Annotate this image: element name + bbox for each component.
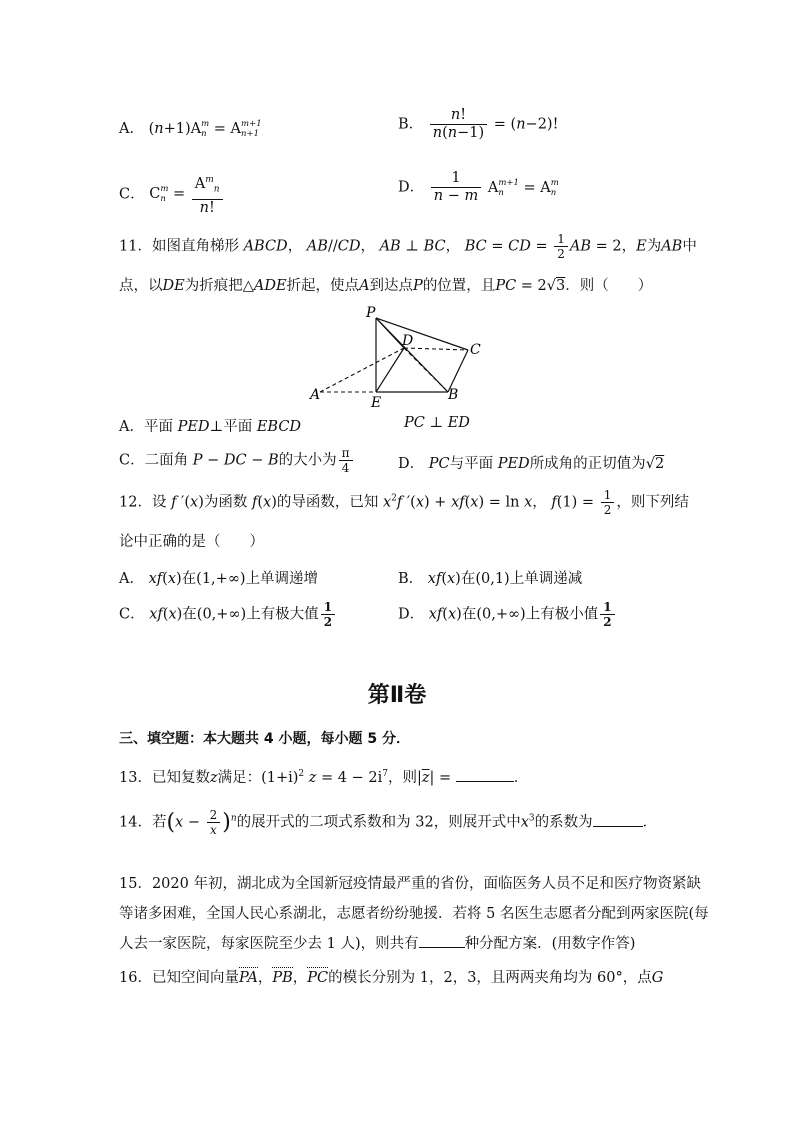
math-fraction: $\frac{n!}{n(n-1)}$ <box>430 107 487 142</box>
option-label: A． <box>119 419 144 435</box>
question-number: 13． <box>119 770 152 786</box>
label-b: B <box>448 387 459 403</box>
text: ， <box>292 970 308 986</box>
q12-option-d: D． xf(x)在(0,+∞)上有极小值 $\frac{1}{2}$ <box>398 600 617 629</box>
text: 满足： <box>217 770 262 786</box>
text: 的位置，且 <box>422 278 496 294</box>
math-fraction: $\frac{1}{2}$ <box>601 488 615 517</box>
text: 上有极大值 <box>246 606 319 623</box>
math-expr: C m n = <box>149 184 186 205</box>
option-label: C． <box>119 606 145 623</box>
edge-de <box>376 348 404 392</box>
edge-dc-dashed <box>404 348 468 350</box>
section-title: 三、填空题：本大题共 4 小题，每小题 5 分． <box>119 731 410 747</box>
q12-option-b: B． xf(x)在(0,1)上单调递减 <box>398 571 583 587</box>
answer-blank[interactable] <box>419 935 465 948</box>
q11-option-b <box>404 415 470 431</box>
q10-option-a <box>119 117 262 139</box>
edge-db-dashed <box>404 348 448 392</box>
answer-blank[interactable] <box>593 814 643 827</box>
math-fraction: $\frac{A^m_n}{n!}$ <box>192 172 223 217</box>
math-expr: PC ⊥ ED <box>404 415 470 431</box>
math-fraction: $\frac{1}{2}$ <box>321 600 335 629</box>
text: 设 <box>151 494 167 511</box>
edge-ad-dashed <box>320 348 404 392</box>
text: 在 <box>182 606 197 623</box>
text: 到达点 <box>369 278 414 294</box>
q12-option-a: A． xf(x)在(1,+∞)上单调递增 <box>119 571 319 587</box>
text: 中 <box>682 238 697 255</box>
math-fraction: $\frac{1}{2}$ <box>554 232 568 261</box>
text: 上单调递减 <box>509 571 583 587</box>
q12-line2: 论中正确的是（ ） <box>119 534 264 550</box>
option-label: A． <box>119 571 144 587</box>
text: ⊥平面 <box>209 419 253 435</box>
math-fraction: $\frac{1}{2}$ <box>600 600 614 629</box>
label-a: A <box>310 387 321 403</box>
option-label: A． <box>119 121 144 137</box>
text: ， <box>287 238 303 255</box>
text: 的展开式的二项式系数和为 32，则展开式中 <box>236 814 521 831</box>
q11-line2: 点，以DE为折痕把△ADE折起，使点A到达点P的位置，且PC = 2√3．则（ ） <box>119 278 653 294</box>
q12-option-c: C． xf(x)在(0,+∞)上有极大值 $\frac{1}{2}$ <box>119 600 337 629</box>
text: 已知空间向量 <box>151 970 239 986</box>
text: ．则（ ） <box>565 278 653 294</box>
text: 如图直角梯形 <box>151 238 239 255</box>
q12-line1: 12．设 f ′(x)为函数 f(x)的导函数，已知 $x^2f$ ′(x) + xf(x) = ln x， f(1) = $\frac{1}{2}$ ，则下列结 <box>119 488 689 517</box>
option-label: D． <box>398 606 425 623</box>
option-label: B． <box>398 571 424 587</box>
text: 人去一家医院，每家医院至少去 1 人)，则共有 <box>119 936 419 952</box>
text: ，则 <box>387 770 417 786</box>
q15-line3 <box>119 932 635 953</box>
text: 在 <box>460 571 476 587</box>
q13: 13．已知复数z满足：$(1+i)^2$ $z = 4 - 2i^7$，则$|\overline{z}|$ = ． <box>119 769 529 786</box>
q10-option-d <box>398 170 559 205</box>
q14: 14．若(x − $\frac{2}{x}$ )$^n$的展开式的二项式系数和为 32，则展开式中$x^3$的系数为 ． <box>119 808 658 837</box>
text: ， <box>360 238 375 255</box>
q15-line2: 等诸多困难，全国人民心系湖北，志愿者纷纷驰援．若将 5 名医生志愿者分配到两家医院(每 <box>119 906 709 922</box>
text: 点，以 <box>119 278 163 294</box>
q11-option-c: C．二面角 P − DC − B的大小为 $\frac{\pi}{4}$ <box>119 446 355 475</box>
q10-option-c <box>119 172 225 217</box>
text: ． <box>513 770 529 786</box>
text: ， <box>445 238 461 255</box>
question-number: 14． <box>119 814 152 831</box>
geometry-figure <box>300 300 500 410</box>
text: 的导函数，已知 <box>276 494 379 511</box>
math-expr: = (n−2)! <box>493 116 559 133</box>
math-fraction: $\frac{\pi}{4}$ <box>339 446 353 475</box>
text: 所成角的正切值为 <box>529 456 646 472</box>
q10-option-b <box>398 107 558 142</box>
label-e: E <box>371 395 382 410</box>
option-label: D． <box>398 179 425 196</box>
text: 上单调递增 <box>245 571 319 587</box>
label-d: D <box>402 333 414 349</box>
text: 种分配方案．(用数字作答) <box>464 936 636 952</box>
label-p: P <box>366 305 376 321</box>
edge-pc <box>376 318 468 350</box>
text: 上有极小值 <box>525 606 599 623</box>
q11-option-d: D． PC与平面 PED所成角的正切值为√2 <box>398 456 665 472</box>
option-label: D． <box>398 456 425 472</box>
part-heading: 第Ⅱ卷 <box>367 683 427 708</box>
text: 与平面 <box>449 456 494 472</box>
text: 的大小为 <box>278 452 337 469</box>
text: 二面角 <box>144 452 189 469</box>
option-label: C． <box>119 452 145 469</box>
math-fraction: $\frac{1}{n - m}$ <box>431 170 481 205</box>
text: 的系数为 <box>534 814 593 831</box>
text: 的模长分别为 1，2，3，且两两夹角均为 60°，点 <box>328 970 652 986</box>
q16: 16．已知空间向量PA，PB，PC的模长分别为 1，2，3，且两两夹角均为 60°，点G <box>119 970 664 986</box>
text: 为折痕把△ <box>184 278 254 294</box>
text: ． <box>642 814 658 831</box>
question-number: 12． <box>119 494 152 511</box>
edge-bc <box>448 350 468 392</box>
label-c: C <box>470 342 481 358</box>
text: ， <box>257 970 273 986</box>
text: 折起，使点 <box>286 278 360 294</box>
math-fraction: $\frac{2}{x}$ <box>207 808 221 837</box>
q11-line1: 11．如图直角梯形 ABCD， AB//CD， AB ⊥ BC， BC = CD = $\frac{1}{2}$ AB = 2，E为AB中 <box>119 232 697 261</box>
question-number: 11． <box>119 238 152 255</box>
text: 若 <box>151 814 167 831</box>
text: 为函数 <box>203 494 248 511</box>
option-label: B． <box>398 116 424 133</box>
text: 为 <box>646 238 662 255</box>
text: ， <box>621 238 637 255</box>
question-number: 16． <box>119 970 152 986</box>
text: 在 <box>181 571 197 587</box>
q15-line1: 15．2020 年初，湖北成为全国新冠疫情最严重的省份，面临医务人员不足和医疗物资紧缺 <box>119 876 701 892</box>
math-expr: (n+1)A m n = A m+1 n+1 <box>148 119 262 139</box>
text: ， <box>532 494 547 511</box>
text: 已知复数 <box>151 770 210 786</box>
answer-blank[interactable] <box>456 769 514 782</box>
text: 平面 <box>143 419 173 435</box>
text: 在 <box>461 606 477 623</box>
q11-option-a: A．平面 PED⊥平面 EBCD <box>119 419 302 435</box>
text: ，则下列结 <box>616 494 689 511</box>
option-label: C． <box>119 186 145 203</box>
math-expr: A m+1 n = A m n <box>487 177 559 198</box>
